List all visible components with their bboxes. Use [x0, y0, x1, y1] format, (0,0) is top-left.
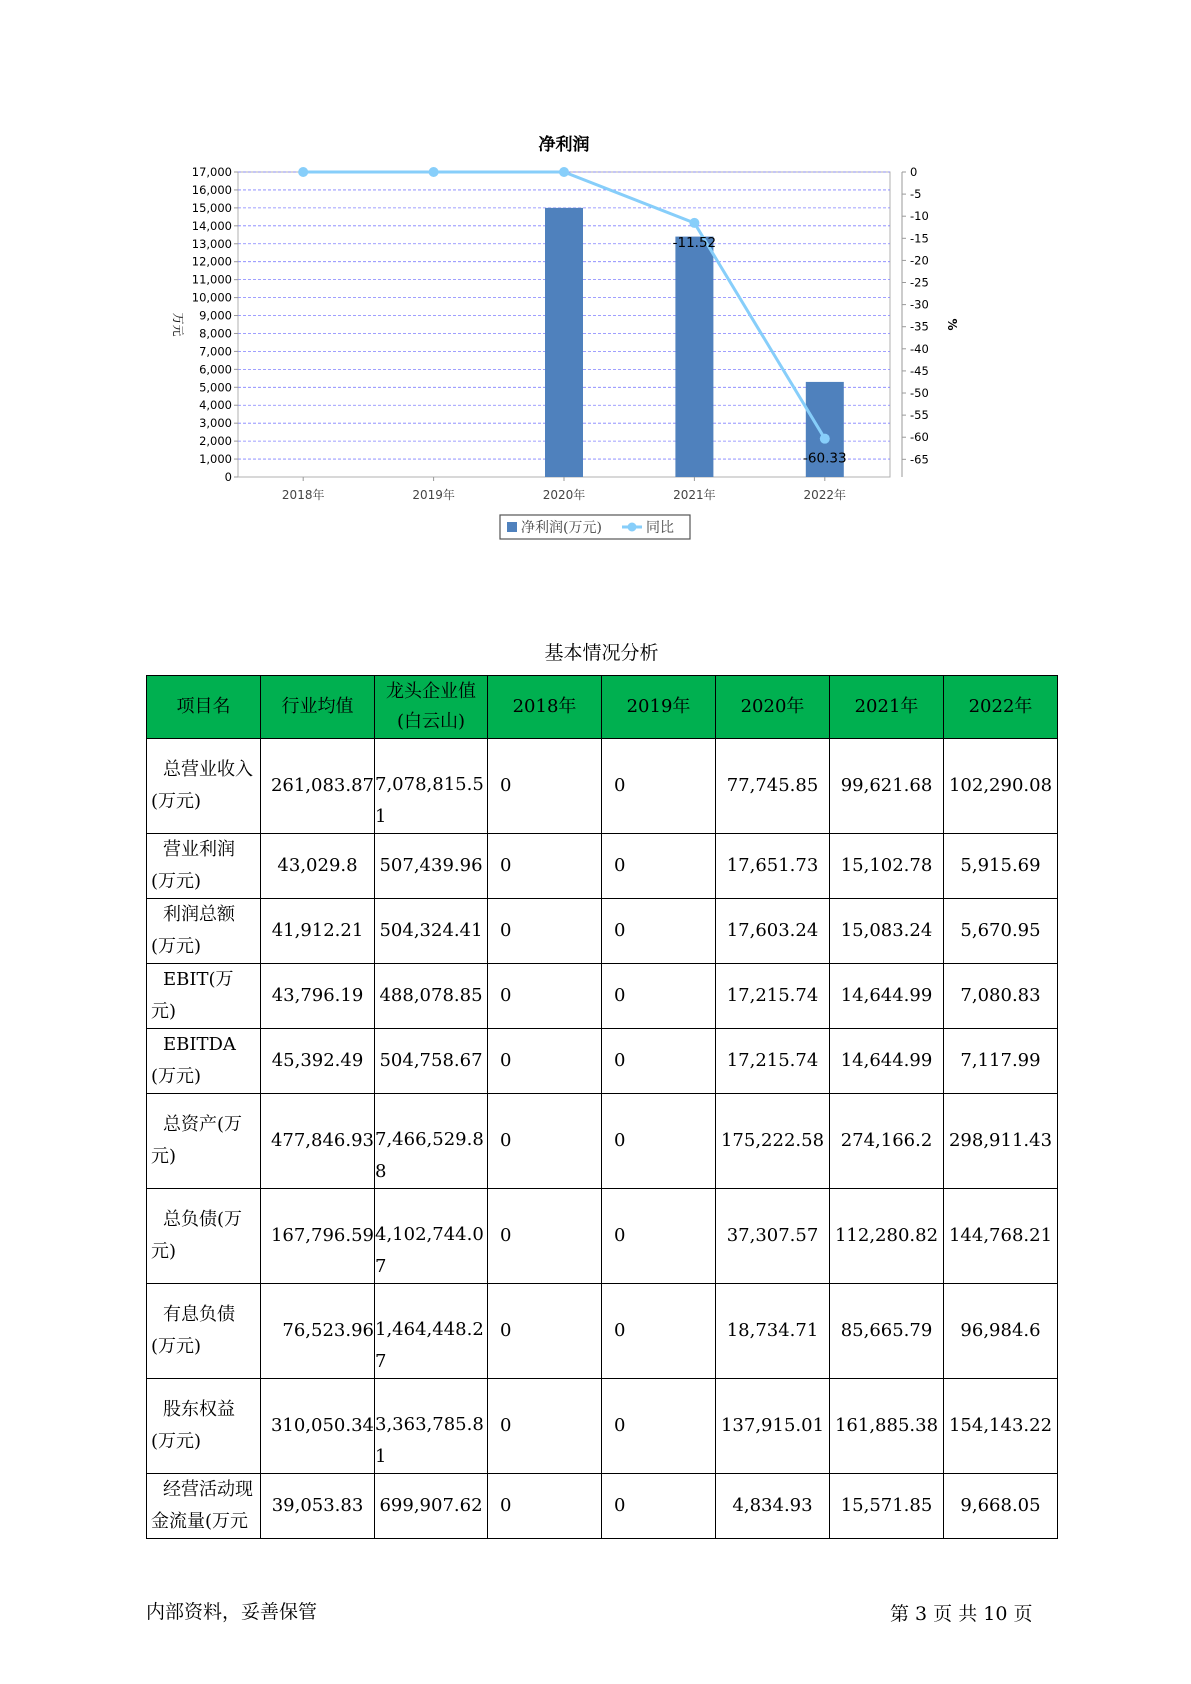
- industry-avg-cell: 261,083.87: [261, 739, 375, 834]
- legend-bar-label: 净利润(万元): [521, 520, 602, 536]
- x-tick-label: 2019年: [412, 488, 455, 502]
- row-name-cell: 有息负债(万元): [147, 1284, 261, 1379]
- industry-avg-cell: 39,053.83: [261, 1474, 375, 1539]
- value-2018-cell: 0: [488, 834, 602, 899]
- right-tick-label: -5: [910, 187, 922, 202]
- left-tick-label: 7,000: [199, 344, 232, 359]
- chart-svg: [150, 130, 1050, 600]
- left-tick-label: 0: [224, 470, 232, 484]
- leader-value-cell: 504,758.67: [375, 1029, 488, 1094]
- table-row: [147, 964, 1058, 1029]
- value-2018-cell: 0: [488, 899, 602, 964]
- value-2018-cell: 0: [488, 1474, 602, 1539]
- net-profit-bar: [675, 237, 713, 477]
- row-name-cell: EBITDA(万元): [147, 1029, 261, 1094]
- value-2020-cell: 137,915.01: [716, 1379, 830, 1474]
- x-tick-label: 2020年: [542, 488, 586, 502]
- left-tick-label: 17,000: [191, 165, 232, 179]
- leader-value-cell: 1,464,448.27: [375, 1284, 488, 1379]
- industry-avg-cell: 43,796.19: [261, 964, 375, 1029]
- value-2021-cell: 15,102.78: [830, 834, 944, 899]
- value-2019-cell: 0: [602, 1029, 716, 1094]
- table-row: [147, 834, 1058, 899]
- left-tick-label: 8,000: [199, 326, 232, 341]
- value-2020-cell: 17,603.24: [716, 899, 830, 964]
- right-tick-label: -45: [910, 363, 929, 378]
- left-tick-label: 15,000: [191, 200, 232, 215]
- left-tick-label: 13,000: [191, 236, 232, 251]
- value-2019-cell: 0: [602, 1189, 716, 1284]
- x-tick-label: 2022年: [803, 488, 847, 502]
- value-2018-cell: 0: [488, 739, 602, 834]
- legend-bar-swatch: [507, 522, 517, 532]
- left-tick-label: 6,000: [199, 362, 232, 377]
- legend-line-label: 同比: [646, 520, 674, 536]
- left-tick-label: 4,000: [199, 398, 232, 413]
- yoy-point: [559, 167, 569, 177]
- yoy-point: [298, 167, 308, 177]
- chart-title: 净利润: [538, 135, 590, 155]
- value-2022-cell: 7,117.99: [944, 1029, 1058, 1094]
- header-2018: 2018年: [488, 676, 602, 739]
- table-row: [147, 1189, 1058, 1284]
- header-2021: 2021年: [830, 676, 944, 739]
- legend-line-marker: [628, 523, 637, 532]
- right-tick-label: -55: [910, 408, 929, 423]
- value-2020-cell: 17,215.74: [716, 964, 830, 1029]
- value-2019-cell: 0: [602, 1094, 716, 1189]
- value-2018-cell: 0: [488, 1094, 602, 1189]
- right-tick-label: 0: [910, 165, 918, 179]
- row-name-cell: 总负债(万元): [147, 1189, 261, 1284]
- value-2019-cell: 0: [602, 834, 716, 899]
- yoy-data-label: -60.33: [803, 450, 847, 467]
- value-2021-cell: 112,280.82: [830, 1189, 944, 1284]
- right-tick-label: -15: [910, 231, 929, 246]
- value-2022-cell: 154,143.22: [944, 1379, 1058, 1474]
- net-profit-bar: [545, 208, 583, 477]
- leader-value-cell: 7,466,529.88: [375, 1094, 488, 1189]
- header-leader-value: 龙头企业值(白云山): [375, 676, 488, 739]
- leader-value-cell: 4,102,744.07: [375, 1189, 488, 1284]
- industry-avg-cell: 43,029.8: [261, 834, 375, 899]
- value-2020-cell: 175,222.58: [716, 1094, 830, 1189]
- value-2022-cell: 5,670.95: [944, 899, 1058, 964]
- left-tick-label: 11,000: [191, 272, 232, 287]
- value-2021-cell: 14,644.99: [830, 964, 944, 1029]
- left-tick-label: 3,000: [199, 416, 232, 431]
- right-tick-label: -40: [910, 341, 929, 356]
- row-name-cell: 利润总额(万元): [147, 899, 261, 964]
- right-tick-label: -10: [910, 209, 929, 224]
- table-caption: 基本情况分析: [544, 642, 659, 664]
- value-2021-cell: 274,166.2: [830, 1094, 944, 1189]
- industry-avg-cell: 477,846.93: [261, 1094, 375, 1189]
- table-row: [147, 1474, 1058, 1539]
- header-industry-avg: 行业均值: [261, 676, 375, 739]
- value-2022-cell: 9,668.05: [944, 1474, 1058, 1539]
- header-2020: 2020年: [716, 676, 830, 739]
- right-tick-label: -50: [910, 386, 929, 401]
- left-tick-label: 9,000: [199, 308, 232, 323]
- value-2020-cell: 4,834.93: [716, 1474, 830, 1539]
- right-tick-label: -20: [910, 253, 929, 268]
- x-tick-label: 2018年: [281, 488, 325, 502]
- left-tick-label: 14,000: [191, 218, 232, 233]
- table-row: [147, 899, 1058, 964]
- table-row: [147, 739, 1058, 834]
- footer-page-number: 第 3 页 共 10 页: [890, 1603, 1033, 1625]
- value-2018-cell: 0: [488, 1189, 602, 1284]
- industry-avg-cell: 45,392.49: [261, 1029, 375, 1094]
- yoy-data-label: -11.52: [672, 234, 717, 251]
- value-2021-cell: 14,644.99: [830, 1029, 944, 1094]
- value-2022-cell: 5,915.69: [944, 834, 1058, 899]
- row-name-cell: 总营业收入(万元): [147, 739, 261, 834]
- row-name-cell: 股东权益(万元): [147, 1379, 261, 1474]
- value-2020-cell: 17,651.73: [716, 834, 830, 899]
- leader-value-cell: 507,439.96: [375, 834, 488, 899]
- row-name-cell: 营业利润(万元): [147, 834, 261, 899]
- right-tick-label: -60: [910, 430, 929, 445]
- value-2018-cell: 0: [488, 1284, 602, 1379]
- table-row: [147, 1094, 1058, 1189]
- table-body: [147, 739, 1058, 1539]
- value-2020-cell: 18,734.71: [716, 1284, 830, 1379]
- header-item-name: 项目名: [147, 676, 261, 739]
- left-tick-label: 5,000: [199, 380, 232, 395]
- row-name-cell: 总资产(万元): [147, 1094, 261, 1189]
- value-2021-cell: 15,571.85: [830, 1474, 944, 1539]
- right-tick-label: -30: [910, 297, 929, 312]
- value-2018-cell: 0: [488, 1379, 602, 1474]
- table-row: [147, 1284, 1058, 1379]
- header-2019: 2019年: [602, 676, 716, 739]
- value-2020-cell: 37,307.57: [716, 1189, 830, 1284]
- industry-avg-cell: 41,912.21: [261, 899, 375, 964]
- right-tick-label: -65: [910, 452, 929, 467]
- left-axis-label: 万元: [171, 312, 185, 337]
- value-2019-cell: 0: [602, 899, 716, 964]
- leader-value-cell: 504,324.41: [375, 899, 488, 964]
- leader-value-cell: 7,078,815.51: [375, 739, 488, 834]
- leader-value-cell: 488,078.85: [375, 964, 488, 1029]
- footer-confidential-note: 内部资料，妥善保管: [146, 1601, 318, 1623]
- value-2018-cell: 0: [488, 1029, 602, 1094]
- industry-avg-cell: 167,796.59: [261, 1189, 375, 1284]
- value-2022-cell: 7,080.83: [944, 964, 1058, 1029]
- left-tick-label: 1,000: [199, 452, 232, 467]
- basic-analysis-table: [146, 675, 1058, 1539]
- industry-avg-cell: 310,050.34: [261, 1379, 375, 1474]
- right-tick-label: -25: [910, 275, 929, 290]
- value-2021-cell: 15,083.24: [830, 899, 944, 964]
- yoy-point: [820, 434, 830, 444]
- row-name-cell: 经营活动现金流量(万元: [147, 1474, 261, 1539]
- left-tick-label: 10,000: [191, 290, 232, 305]
- table-row: [147, 1379, 1058, 1474]
- left-tick-label: 16,000: [191, 182, 232, 197]
- value-2019-cell: 0: [602, 1474, 716, 1539]
- leader-value-cell: 3,363,785.81: [375, 1379, 488, 1474]
- table-row: [147, 1029, 1058, 1094]
- value-2018-cell: 0: [488, 964, 602, 1029]
- header-2022: 2022年: [944, 676, 1058, 739]
- right-tick-label: -35: [910, 319, 929, 334]
- net-profit-chart: [150, 130, 1050, 600]
- x-tick-label: 2021年: [673, 488, 716, 502]
- left-tick-label: 2,000: [199, 434, 232, 449]
- value-2019-cell: 0: [602, 1379, 716, 1474]
- left-tick-label: 12,000: [191, 254, 232, 269]
- value-2022-cell: 102,290.08: [944, 739, 1058, 834]
- value-2021-cell: 161,885.38: [830, 1379, 944, 1474]
- table-header-row: [147, 676, 1058, 739]
- yoy-point: [689, 218, 699, 228]
- value-2020-cell: 77,745.85: [716, 739, 830, 834]
- value-2019-cell: 0: [602, 1284, 716, 1379]
- right-axis-label: %: [945, 318, 959, 331]
- value-2019-cell: 0: [602, 964, 716, 1029]
- value-2019-cell: 0: [602, 739, 716, 834]
- industry-avg-cell: 76,523.96: [261, 1284, 375, 1379]
- value-2020-cell: 17,215.74: [716, 1029, 830, 1094]
- value-2021-cell: 99,621.68: [830, 739, 944, 834]
- row-name-cell: EBIT(万元): [147, 964, 261, 1029]
- value-2022-cell: 298,911.43: [944, 1094, 1058, 1189]
- value-2021-cell: 85,665.79: [830, 1284, 944, 1379]
- value-2022-cell: 96,984.6: [944, 1284, 1058, 1379]
- yoy-point: [429, 167, 439, 177]
- leader-value-cell: 699,907.62: [375, 1474, 488, 1539]
- value-2022-cell: 144,768.21: [944, 1189, 1058, 1284]
